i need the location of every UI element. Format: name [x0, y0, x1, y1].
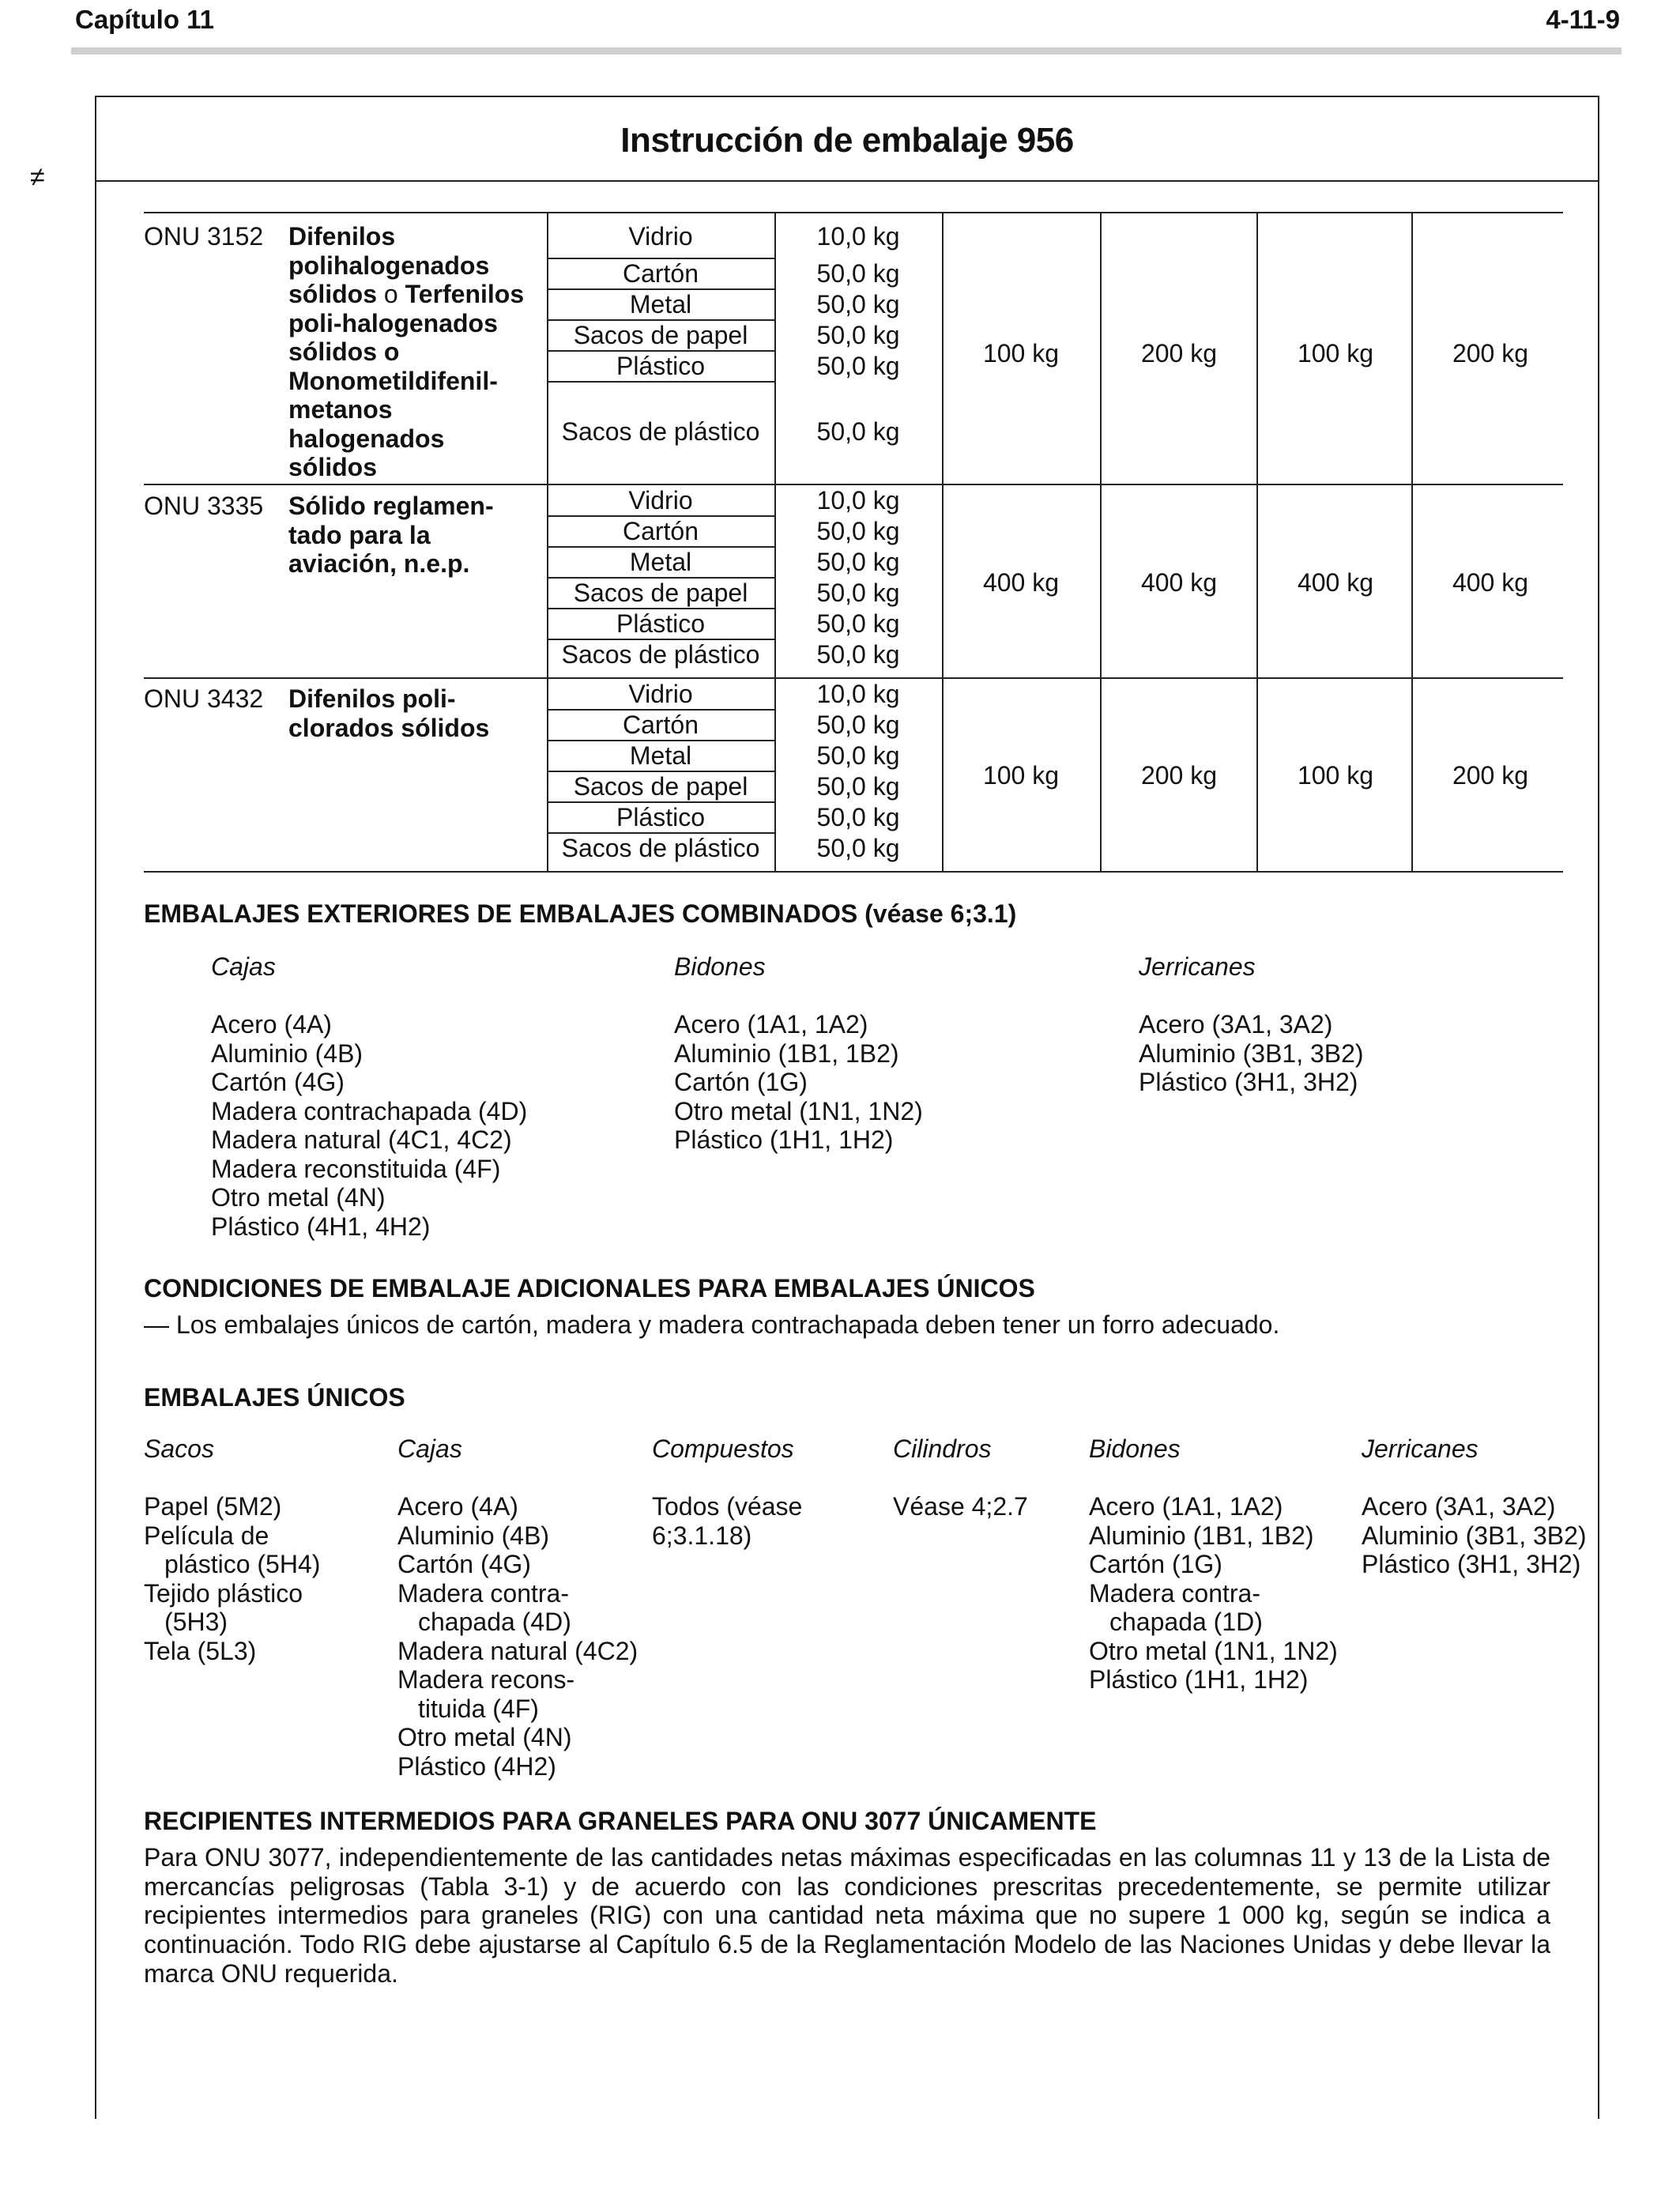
packaging-type: Cartón	[622, 711, 699, 739]
packaging-type: Sacos de papel	[573, 321, 748, 349]
frame-top-border	[95, 96, 1599, 97]
list-item: Madera natural (4C1, 4C2)	[211, 1125, 512, 1154]
packaging-type: Metal	[629, 548, 692, 576]
quantity-limit: 400 kg	[1452, 568, 1529, 597]
un-number: ONU 3335	[144, 492, 264, 520]
quantity-limit: 100 kg	[1297, 339, 1374, 368]
quantity-limit: 400 kg	[1140, 568, 1218, 597]
column-heading-boxes: Cajas	[211, 952, 276, 981]
condition-item: — Los embalajes únicos de cartón, madera y madera contrachapada deben tener un forro adecuado.	[144, 1310, 1280, 1339]
list-item: chapada (4D)	[418, 1608, 571, 1636]
list-item: Plástico (3H1, 3H2)	[1362, 1550, 1581, 1578]
outer-drums-list	[674, 1010, 923, 1155]
list-item: Aluminio (3B1, 3B2)	[1139, 1039, 1364, 1068]
quantity-limit: 400 kg	[982, 568, 1060, 597]
packaging-type: Plástico	[616, 352, 706, 380]
un-number: ONU 3432	[144, 684, 264, 713]
packaging-type: Sacos de plástico	[561, 834, 760, 862]
single-drums-list	[1089, 1492, 1338, 1695]
packaging-quantity: 50,0 kg	[816, 259, 900, 288]
packaging-quantity: 10,0 kg	[816, 222, 900, 251]
quantity-limit: 100 kg	[1297, 761, 1374, 790]
outer-boxes-list	[211, 1010, 527, 1241]
quantity-limit: 200 kg	[1452, 761, 1529, 790]
substance-name: Difenilos poli- clorados sólidos	[288, 684, 490, 742]
list-item: Plástico (4H2)	[397, 1751, 556, 1781]
list-item: Tela (5L3)	[144, 1636, 257, 1665]
list-item: (5H3)	[164, 1608, 228, 1636]
packaging-quantity: 50,0 kg	[816, 609, 900, 638]
frame-right-border	[1598, 96, 1599, 2119]
header-rule	[71, 47, 1622, 55]
column-heading-jerricans: Jerricanes	[1139, 952, 1256, 981]
quantity-limit: 200 kg	[1452, 339, 1529, 368]
packaging-quantity: 50,0 kg	[816, 290, 900, 319]
column-heading-boxes: Cajas	[397, 1434, 462, 1463]
table-top-rule	[144, 212, 1563, 213]
list-item: Cartón (4G)	[211, 1068, 345, 1096]
list-item: 6;3.1.18)	[652, 1521, 752, 1550]
list-item: Aluminio (4B)	[211, 1039, 363, 1068]
packaging-quantity: 50,0 kg	[816, 803, 900, 831]
list-item: Otro metal (1N1, 1N2)	[1089, 1636, 1338, 1665]
list-item: Plástico (4H1, 4H2)	[211, 1212, 431, 1241]
section-heading-single-packagings: EMBALAJES ÚNICOS	[144, 1383, 405, 1412]
ibc-paragraph: Para ONU 3077, independientemente de las cantidades netas máximas especificadas en las columnas 11 y 13 de la Lista de mercancías peligrosas (Tabla 3-1) y de acuerdo con las condiciones prescritas precedentemente, se permite utilizar recipientes intermedios para graneles (RIG) con una cantidad neta máxima que no supere 1 000 kg, según se indica a continuación. Todo RIG debe ajustarse al Capítulo 6.5 de la Reglamentación Modelo de las Naciones Unidas y debe llevar la marca ONU requerida.	[144, 1843, 1550, 1988]
list-item: Acero (4A)	[211, 1010, 332, 1039]
packaging-type: Vidrio	[628, 222, 693, 251]
list-item: tituida (4F)	[418, 1694, 539, 1723]
packaging-type: Sacos de plástico	[561, 640, 760, 669]
list-item: Plástico (1H1, 1H2)	[674, 1125, 894, 1154]
column-heading-drums: Bidones	[674, 952, 766, 981]
list-item: Plástico (3H1, 3H2)	[1139, 1068, 1358, 1096]
list-item: Otro metal (4N)	[211, 1183, 386, 1212]
list-item: Madera reconstituida (4F)	[211, 1154, 501, 1183]
page-title: Instrucción de embalaje 956	[620, 121, 1074, 160]
list-item: Acero (3A1, 3A2)	[1362, 1492, 1556, 1521]
list-item: Otro metal (4N)	[397, 1723, 572, 1751]
list-item: Véase 4;2.7	[893, 1492, 1028, 1521]
single-jerricans-list	[1362, 1492, 1587, 1579]
quantity-limit: 200 kg	[1140, 339, 1218, 368]
list-item: Plástico (1H1, 1H2)	[1089, 1665, 1309, 1694]
list-item: Todos (véase	[652, 1492, 803, 1521]
list-item: plástico (5H4)	[164, 1550, 321, 1578]
list-item: Tejido plástico	[144, 1578, 303, 1608]
substance-name: Sólido reglamen- tado para la aviación, n.e.p.	[288, 492, 494, 578]
packaging-quantity: 50,0 kg	[816, 517, 900, 545]
change-mark: ≠	[30, 162, 45, 192]
packaging-quantity: 10,0 kg	[816, 486, 900, 515]
packaging-quantity: 50,0 kg	[816, 741, 900, 770]
quantity-limit: 100 kg	[982, 761, 1060, 790]
column-heading-jerricans: Jerricanes	[1362, 1434, 1478, 1463]
chapter-label: Capítulo 11	[75, 5, 215, 34]
table-bottom-rule	[144, 871, 1563, 873]
quantity-limit: 400 kg	[1297, 568, 1374, 597]
packaging-quantity: 50,0 kg	[816, 579, 900, 607]
packaging-quantity: 50,0 kg	[816, 352, 900, 380]
title-rule	[95, 180, 1599, 182]
packaging-type: Sacos de papel	[573, 579, 748, 607]
packaging-type: Plástico	[616, 803, 706, 831]
frame-left-border	[95, 96, 96, 2119]
list-item: Madera contrachapada (4D)	[211, 1096, 528, 1125]
packaging-type: Plástico	[616, 609, 706, 638]
single-cylinders-list	[893, 1492, 1028, 1521]
packaging-quantity: 50,0 kg	[816, 417, 900, 446]
packaging-type: Sacos de papel	[573, 772, 748, 801]
outer-jerricans-list	[1139, 1010, 1364, 1097]
page-number: 4-11-9	[1546, 5, 1620, 34]
single-composites-list	[652, 1492, 802, 1550]
packaging-quantity: 50,0 kg	[816, 711, 900, 739]
list-item: Madera contra-	[1089, 1578, 1260, 1608]
list-item: Aluminio (4B)	[397, 1521, 550, 1550]
packaging-quantity: 50,0 kg	[816, 772, 900, 801]
packaging-quantity: 50,0 kg	[816, 548, 900, 576]
single-boxes-list	[397, 1492, 638, 1781]
column-heading-cylinders: Cilindros	[893, 1434, 992, 1463]
column-heading-composites: Compuestos	[652, 1434, 794, 1463]
packaging-type: Vidrio	[628, 486, 693, 515]
section-heading-outer-packagings: EMBALAJES EXTERIORES DE EMBALAJES COMBINADOS (véase 6;3.1)	[144, 899, 1017, 928]
single-bags-list	[144, 1492, 320, 1665]
packaging-quantity: 50,0 kg	[816, 640, 900, 669]
quantity-limit: 200 kg	[1140, 761, 1218, 790]
column-heading-drums: Bidones	[1089, 1434, 1181, 1463]
column-heading-bags: Sacos	[144, 1434, 214, 1463]
un-number: ONU 3152	[144, 222, 264, 251]
packaging-type: Cartón	[622, 259, 699, 288]
section-heading-conditions: CONDICIONES DE EMBALAJE ADICIONALES PARA EMBALAJES ÚNICOS	[144, 1274, 1035, 1302]
list-item: Acero (1A1, 1A2)	[674, 1010, 868, 1039]
list-item: Película de	[144, 1521, 269, 1550]
list-item: Madera recons-	[397, 1665, 575, 1694]
list-item: Aluminio (3B1, 3B2)	[1362, 1521, 1587, 1550]
list-item: Cartón (1G)	[674, 1068, 808, 1096]
section-heading-ibc: RECIPIENTES INTERMEDIOS PARA GRANELES PARA ONU 3077 ÚNICAMENTE	[144, 1807, 1097, 1835]
packaging-quantity: 10,0 kg	[816, 680, 900, 708]
list-item: chapada (1D)	[1109, 1608, 1263, 1636]
list-item: Acero (1A1, 1A2)	[1089, 1492, 1283, 1521]
list-item: Aluminio (1B1, 1B2)	[1089, 1521, 1314, 1550]
list-item: Cartón (1G)	[1089, 1550, 1222, 1578]
packaging-type: Metal	[629, 290, 692, 319]
list-item: Cartón (4G)	[397, 1550, 531, 1578]
list-item: Aluminio (1B1, 1B2)	[674, 1039, 899, 1068]
list-item: Acero (4A)	[397, 1492, 518, 1521]
packaging-type: Sacos de plástico	[561, 417, 760, 446]
substance-name: Difenilos polihalogenados sólidos o Terfenilos poli-halogenados sólidos o Monometildifenil- metanos halogenados sólidos	[288, 222, 525, 481]
quantity-limit: 100 kg	[982, 339, 1060, 368]
packaging-quantity: 50,0 kg	[816, 834, 900, 862]
packaging-type: Vidrio	[628, 680, 693, 708]
list-item: Acero (3A1, 3A2)	[1139, 1010, 1333, 1039]
packaging-quantity: 50,0 kg	[816, 321, 900, 349]
packaging-type: Metal	[629, 741, 692, 770]
list-item: Madera natural (4C2)	[397, 1636, 638, 1665]
list-item: Papel (5M2)	[144, 1492, 282, 1521]
packaging-type: Cartón	[622, 517, 699, 545]
list-item: Madera contra-	[397, 1578, 569, 1608]
list-item: Otro metal (1N1, 1N2)	[674, 1096, 923, 1125]
